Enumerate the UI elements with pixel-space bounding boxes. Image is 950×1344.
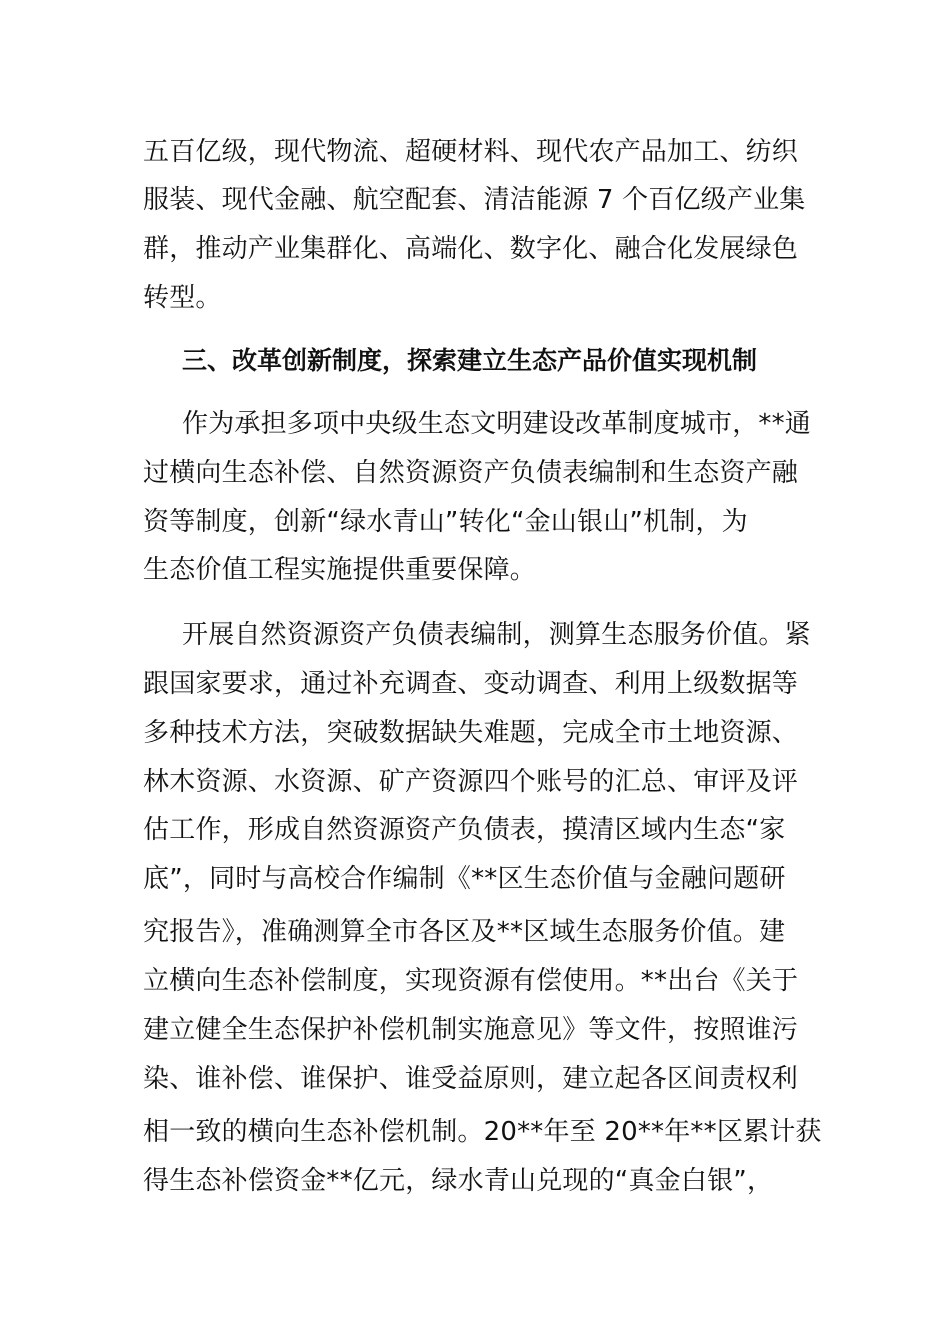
section-heading: 三、改革创新制度，探索建立生态产品价值实现机制 <box>182 346 758 375</box>
paragraph-1-line-3: 群，推动产业集群化、高端化、数字化、融合化发展绿色 <box>143 234 799 264</box>
paragraph-3-line-12: 得生态补偿资金**亿元，绿水青山兑现的“真金白银”， <box>143 1166 774 1196</box>
paragraph-1-line-4: 转型。 <box>143 283 222 313</box>
paragraph-2-line-1: 作为承担多项中央级生态文明建设改革制度城市，**通 <box>182 409 812 439</box>
paragraph-3-line-5: 估工作，形成自然资源资产负债表，摸清区域内生态“家 <box>143 815 786 845</box>
paragraph-3-line-3: 多种技术方法，突破数据缺失难题，完成全市土地资源、 <box>143 718 799 748</box>
paragraph-3-line-9: 建立健全生态保护补偿机制实施意见》等文件，按照谁污 <box>143 1015 799 1045</box>
paragraph-3-line-11: 相一致的横向生态补偿机制。20**年至 20**年**区累计获 <box>143 1117 822 1147</box>
paragraph-3-line-7: 究报告》，准确测算全市各区及**区域生态服务价值。建 <box>143 917 786 947</box>
paragraph-3-line-10: 染、谁补偿、谁保护、谁受益原则，建立起各区间责权利 <box>143 1064 799 1094</box>
paragraph-2-line-4: 生态价值工程实施提供重要保障。 <box>143 555 537 585</box>
paragraph-2-line-2: 过横向生态补偿、自然资源资产负债表编制和生态资产融 <box>143 458 799 488</box>
paragraph-3-line-4: 林木资源、水资源、矿产资源四个账号的汇总、审评及评 <box>143 767 799 797</box>
paragraph-1-line-1: 五百亿级，现代物流、超硬材料、现代农产品加工、纺织 <box>143 137 799 167</box>
paragraph-3-line-1: 开展自然资源资产负债表编制，测算生态服务价值。紧 <box>182 620 811 650</box>
paragraph-3-line-8: 立横向生态补偿制度，实现资源有偿使用。**出台《关于 <box>143 966 799 996</box>
paragraph-1-line-2: 服装、现代金融、航空配套、清洁能源 7 个百亿级产业集 <box>143 185 806 215</box>
paragraph-3-line-2: 跟国家要求，通过补充调查、变动调查、利用上级数据等 <box>143 669 799 699</box>
paragraph-2-line-3: 资等制度，创新“绿水青山”转化“金山银山”机制，为 <box>143 507 748 537</box>
paragraph-3-line-6: 底”，同时与高校合作编制《**区生态价值与金融问题研 <box>143 864 786 894</box>
